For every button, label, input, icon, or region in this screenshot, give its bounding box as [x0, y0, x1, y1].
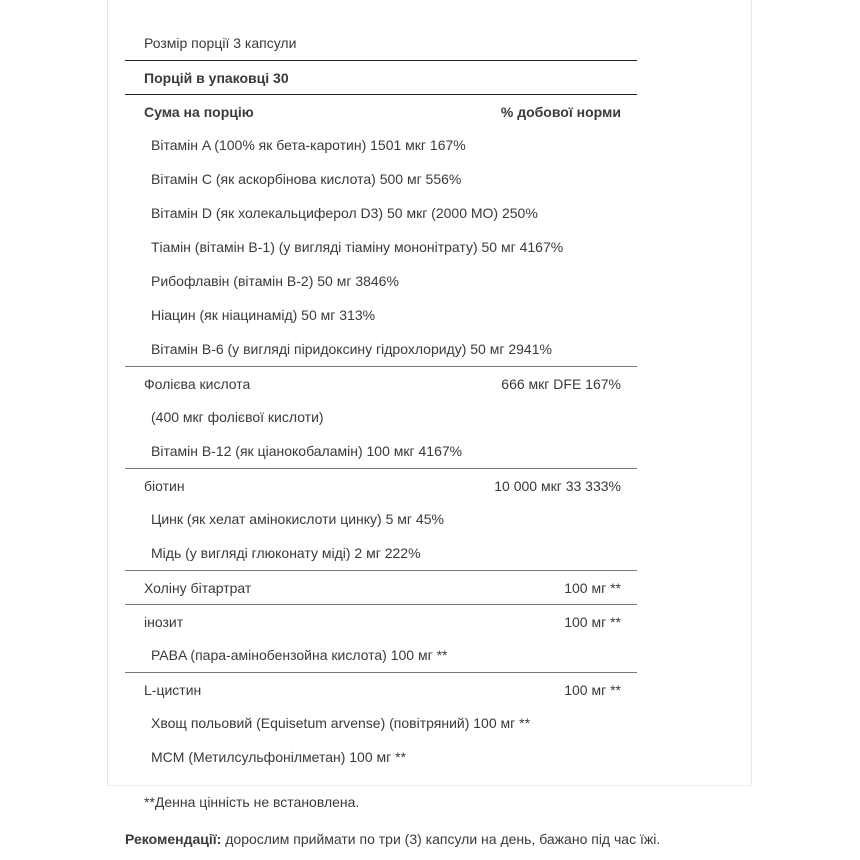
- supplement-facts-table: [125, 26, 637, 774]
- choline-row: [125, 570, 637, 604]
- inositol-name: інозит: [144, 614, 184, 630]
- folic-acid-value: 666 мкг DFE 167%: [501, 376, 621, 392]
- choline-value: 100 мг **: [564, 580, 621, 596]
- folic-acid-row: [125, 366, 637, 400]
- recommendation: [125, 822, 660, 856]
- dv-header: % добової норми: [500, 104, 621, 120]
- table-row: Рибофлавін (вітамін B-2) 50 мг 3846%: [151, 273, 399, 289]
- horsetail-row: Хвощ польовий (Equisetum arvense) (повітряний) 100 мг **: [151, 715, 531, 731]
- cystine-name: L-цистин: [144, 682, 202, 698]
- inositol-row: [125, 604, 637, 638]
- table-row: Вітамін B-6 (у вигляді піридоксину гідрохлориду) 50 мг 2941%: [151, 341, 552, 357]
- table-header: [125, 94, 637, 128]
- cystine-row: [125, 672, 637, 706]
- msm-row: MCM (Метилсульфонілметан) 100 мг **: [151, 749, 407, 765]
- recommendation-text: дорослим приймати по три (3) капсули на день, бажано під час їжі.: [221, 831, 661, 847]
- choline-name: Холіну бітартрат: [144, 580, 252, 596]
- amount-header: Сума на порцію: [144, 104, 254, 120]
- cystine-value: 100 мг **: [564, 682, 621, 698]
- biotin-row: [125, 468, 637, 502]
- table-row: Ніацин (як ніацинамід) 50 мг 313%: [151, 307, 376, 323]
- recommendation-label: Рекомендації:: [125, 831, 222, 847]
- table-row: Вітамін C (як аскорбінова кислота) 500 мг 556%: [151, 171, 462, 187]
- inositol-value: 100 мг **: [564, 614, 621, 630]
- biotin-value: 10 000 мкг 33 333%: [494, 478, 621, 494]
- folic-acid-note: (400 мкг фолієвої кислоти): [151, 409, 324, 425]
- footnote: **Денна цінність не встановлена.: [144, 794, 360, 810]
- folic-acid-name: Фолієва кислота: [144, 376, 251, 392]
- b12-row: Вітамін B-12 (як ціанокобаламін) 100 мкг 4167%: [151, 443, 463, 459]
- serving-size: Розмір порції 3 капсули: [144, 35, 297, 51]
- zinc-row: Цинк (як хелат амінокислоти цинку) 5 мг 45%: [151, 511, 444, 527]
- table-row: Тіамін (вітамін B-1) (у вигляді тіаміну мононітрату) 50 мг 4167%: [151, 239, 564, 255]
- servings-per-container: Порцій в упаковці 30: [125, 60, 637, 94]
- table-row: Вітамін A (100% як бета-каротин) 1501 мкг 167%: [151, 137, 466, 153]
- table-row: Вітамін D (як холекальциферол D3) 50 мкг (2000 МО) 250%: [151, 205, 538, 221]
- biotin-name: біотин: [144, 478, 185, 494]
- copper-row: Мідь (у вигляді глюконату міді) 2 мг 222%: [151, 545, 421, 561]
- paba-row: PABA (пара-амінобензойна кислота) 100 мг **: [151, 647, 448, 663]
